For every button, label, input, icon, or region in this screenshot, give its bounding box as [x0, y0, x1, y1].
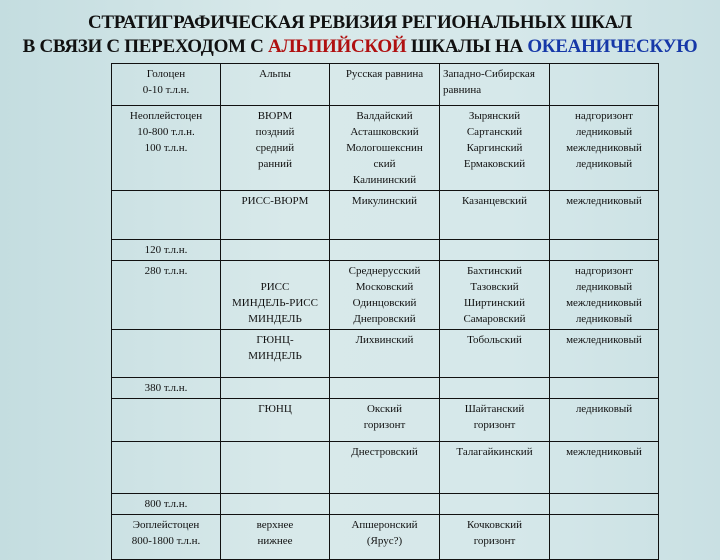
west-siberian-cell: Шайтанский горизонт [440, 399, 550, 442]
table-row [112, 399, 659, 442]
west-siberian-cell [440, 240, 550, 261]
period-cell [112, 330, 221, 378]
west-siberian-cell: Кочковский горизонт [440, 515, 550, 560]
russian-plain-cell: Окский горизонт [330, 399, 440, 442]
period-cell: Неоплейстоцен 10-800 т.л.н. 100 т.л.н. [112, 106, 221, 191]
russian-plain-cell: Микулинский [330, 191, 440, 240]
russian-plain-cell: Апшеронский (Ярус?) [330, 515, 440, 560]
horizon-type-cell: межледниковый [550, 330, 659, 378]
period-cell: 800 т.л.н. [112, 494, 221, 515]
horizon-type-cell: ледниковый [550, 399, 659, 442]
period-cell [112, 191, 221, 240]
title-part: В СВЯЗИ С ПЕРЕХОДОМ С [22, 36, 269, 57]
alps-cell [221, 494, 330, 515]
west-siberian-cell: Бахтинский Тазовский Ширтинский Самаровский [440, 261, 550, 330]
west-siberian-cell: Талагайкинский [440, 442, 550, 494]
alps-cell [221, 378, 330, 399]
horizon-type-cell: межледниковый [550, 442, 659, 494]
period-cell: Эоплейстоцен 800-1800 т.л.н. [112, 515, 221, 560]
period-cell [112, 399, 221, 442]
title-oceanic-highlight: ОКЕАНИЧЕСКУЮ [527, 36, 698, 57]
title-line-1: СТРАТИГРАФИЧЕСКАЯ РЕВИЗИЯ РЕГИОНАЛЬНЫХ ШКАЛ [88, 12, 632, 33]
table-row [112, 261, 659, 330]
west-siberian-cell: Тобольский [440, 330, 550, 378]
alps-cell: ГЮНЦ [221, 399, 330, 442]
russian-plain-cell: Лихвинский [330, 330, 440, 378]
table-row [112, 378, 659, 399]
title-part: ШКАЛЫ НА [406, 36, 528, 57]
alps-cell: РИСС МИНДЕЛЬ-РИСС МИНДЕЛЬ [221, 261, 330, 330]
horizon-type-cell [550, 515, 659, 560]
horizon-type-cell [550, 378, 659, 399]
period-cell [112, 442, 221, 494]
russian-plain-cell: Днестровский [330, 442, 440, 494]
russian-plain-cell: Среднерусский Московский Одинцовский Днепровский [330, 261, 440, 330]
table-row [112, 106, 659, 191]
period-cell: Голоцен 0-10 т.л.н. [112, 64, 221, 106]
russian-plain-cell [330, 494, 440, 515]
west-siberian-cell: Зырянский Сартанский Каргинский Ермаковский [440, 106, 550, 191]
table-row [112, 494, 659, 515]
alps-cell: верхнее нижнее [221, 515, 330, 560]
west-siberian-cell [440, 494, 550, 515]
stratigraphy-table [111, 63, 659, 560]
russian-plain-cell [330, 378, 440, 399]
horizon-type-cell [550, 64, 659, 106]
horizon-type-cell [550, 494, 659, 515]
west-siberian-cell [440, 378, 550, 399]
title-alpine-highlight: АЛЬПИЙСКОЙ [268, 36, 407, 57]
alps-cell: РИСС-ВЮРМ [221, 191, 330, 240]
russian-plain-cell: Русская равнина [330, 64, 440, 106]
title-line-2 [0, 36, 720, 58]
table-row [112, 191, 659, 240]
alps-cell: ВЮРМ поздний средний ранний [221, 106, 330, 191]
russian-plain-cell [330, 240, 440, 261]
table-row [112, 240, 659, 261]
russian-plain-cell: Валдайский Асташковский Мологошекснин ский Калининский [330, 106, 440, 191]
table-row [112, 442, 659, 494]
alps-cell: Альпы [221, 64, 330, 106]
table-row [112, 64, 659, 106]
period-cell: 120 т.л.н. [112, 240, 221, 261]
alps-cell: ГЮНЦ- МИНДЕЛЬ [221, 330, 330, 378]
west-siberian-cell: Западно-Сибирская равнина [440, 64, 550, 106]
horizon-type-cell: межледниковый [550, 191, 659, 240]
horizon-type-cell: надгоризонт ледниковый межледниковый ледниковый [550, 261, 659, 330]
period-cell: 280 т.л.н. [112, 261, 221, 330]
table-row [112, 330, 659, 378]
period-cell: 380 т.л.н. [112, 378, 221, 399]
alps-cell [221, 442, 330, 494]
west-siberian-cell: Казанцевский [440, 191, 550, 240]
horizon-type-cell [550, 240, 659, 261]
table-row [112, 515, 659, 560]
horizon-type-cell: надгоризонт ледниковый межледниковый ледниковый [550, 106, 659, 191]
alps-cell [221, 240, 330, 261]
